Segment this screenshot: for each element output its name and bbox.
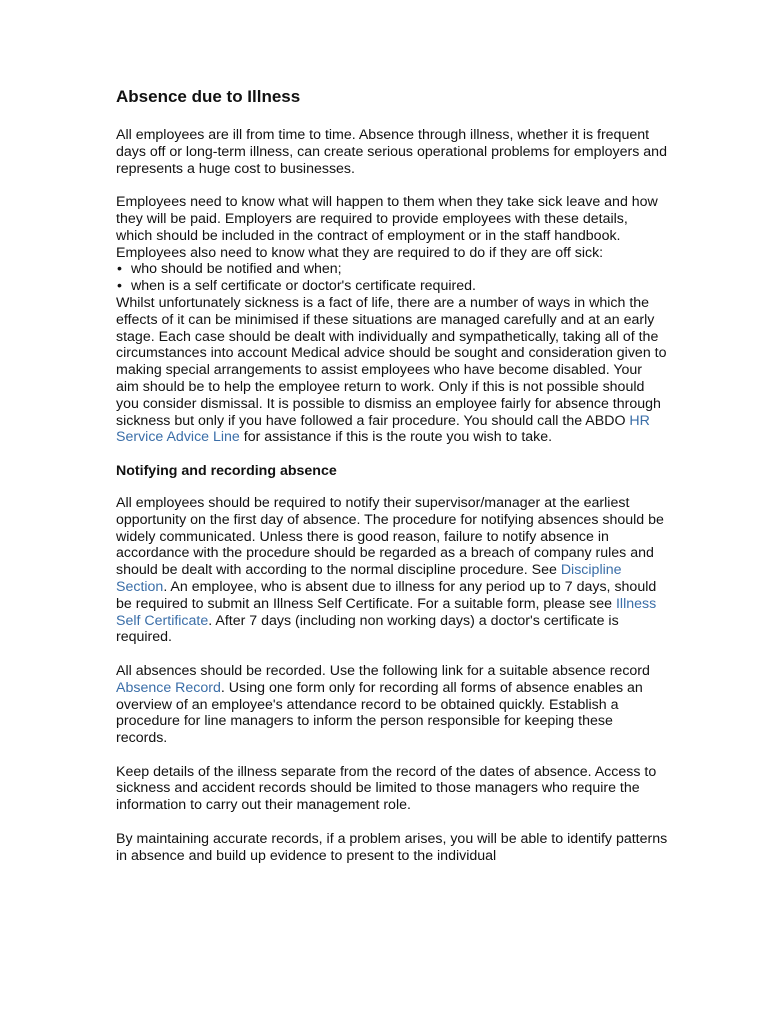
recording-paragraph: All absences should be recorded. Use the following link for a suitable absence record Absence Record. Using one form only for recording all forms of absence enables an overview of an employee's attendance record to be obtained quickly. Establish a procedure for line managers to inform the person responsible for keeping these records. (116, 662, 650, 747)
hr-service-advice-line-link[interactable]: HR Service Advice Line (116, 412, 650, 446)
bullet-icon: • (117, 278, 122, 295)
records-paragraph: By maintaining accurate records, if a problem arises, you will be able to identify patterns in absence and build up evidence to present to the individual (116, 830, 668, 864)
page-title: Absence due to Illness (116, 87, 301, 106)
section-heading: Notifying and recording absence (116, 462, 337, 479)
intro-paragraph: All employees are ill from time to time. Absence through illness, whether it is frequent days off or long-term illness, can create serious operational problems for employers and represents a huge cost to businesses. (116, 127, 667, 177)
bullet-icon: • (117, 261, 122, 278)
sick-leave-paragraph: Employees need to know what will happen to them when they take sick leave and how they will be paid. Employers are required to provide employees with these details, which should be included in the contract of employment or in the staff handbook. Employees also need to know what they are required to do if they are off sick: (116, 194, 658, 261)
details-paragraph: Keep details of the illness separate from the record of the dates of absence. Access to sickness and accident records should be limited to those managers who require the information to carry out their management role. (116, 763, 657, 814)
list-item: • who should be notified and when; (117, 261, 342, 278)
absence-record-link[interactable]: Absence Record (116, 679, 221, 696)
list-item: • when is a self certificate or doctor's certificate required. (117, 278, 476, 295)
bullet-list (116, 261, 668, 295)
sickness-paragraph: Whilst unfortunately sickness is a fact of life, there are a number of ways in which the effects of it can be minimised if these situations are managed carefully and at an early stage. Each case should be dealt with individually and sympathetically, taking all of the circumstances into account Medical advice should be sought and consideration given to making special arrangements to assist employees who have become disabled. Your aim should be to help the employee return to work. Only if this is not possible should you consider dismissal. It is possible to dismiss an employee fairly for absence through sickness but only if you have followed a fair procedure. You should call the ABDO HR Service Advice Line for assistance if this is the route you wish to take. (116, 294, 667, 446)
illness-self-certificate-link[interactable]: Illness Self Certificate (116, 595, 657, 629)
discipline-section-link[interactable]: Discipline Section (116, 562, 622, 595)
notifying-paragraph: All employees should be required to notify their supervisor/manager at the earliest opportunity on the first day of absence. The procedure for notifying absences should be widely communicated. Unless there is good reason, failure to notify absence in accordance with the procedure should be regarded as a breach of company rules and should be dealt with according to the normal discipline procedure. See Discipline Section. An employee, who is absent due to illness for any period up to 7 days, should be required to submit an Illness Self Certificate. For a suitable form, please see Illness Self Certificate. After 7 days (including non working days) a doctor's certificate is required. (116, 494, 664, 646)
